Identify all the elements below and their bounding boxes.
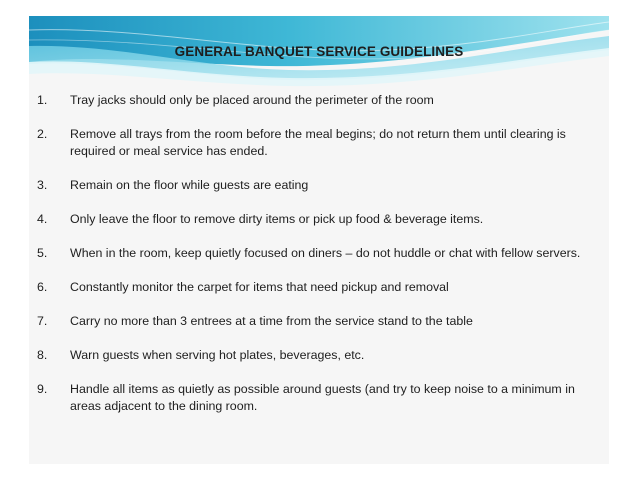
list-item	[37, 381, 597, 415]
list-item	[37, 347, 597, 364]
list-item	[37, 313, 597, 330]
list-item-text: Tray jacks should only be placed around the perimeter of the room	[70, 93, 434, 107]
list-item	[37, 126, 597, 160]
list-item-text: When in the room, keep quietly focused on diners – do not huddle or chat with fellow servers.	[70, 246, 581, 260]
list-item-number: 8.	[37, 348, 48, 362]
list-item-number: 4.	[37, 212, 48, 226]
list-item-text: Remain on the floor while guests are eating	[70, 178, 309, 192]
list-item-text: Only leave the floor to remove dirty items or pick up food & beverage items.	[70, 212, 484, 226]
list-item-number: 9.	[37, 382, 48, 396]
slide	[29, 16, 609, 464]
list-item	[37, 245, 597, 262]
list-item-text: Warn guests when serving hot plates, beverages, etc.	[70, 348, 365, 362]
list-item-text: Handle all items as quietly as possible around guests (and try to keep noise to a minimum in areas adjacent to the dining room.	[70, 382, 575, 413]
list-item-text: Remove all trays from the room before the meal begins; do not return them until clearing is required or meal service has ended.	[70, 127, 566, 158]
list-item-number: 3.	[37, 178, 48, 192]
list-item	[37, 92, 597, 109]
list-item-number: 2.	[37, 127, 48, 141]
list-item-text: Constantly monitor the carpet for items that need pickup and removal	[70, 280, 449, 294]
list-item-number: 7.	[37, 314, 48, 328]
list-item	[37, 279, 597, 296]
list-item-number: 5.	[37, 246, 48, 260]
list-item-number: 6.	[37, 280, 48, 294]
list-item	[37, 177, 597, 194]
guidelines-list	[37, 92, 597, 432]
list-item-number: 1.	[37, 93, 48, 107]
list-item	[37, 211, 597, 228]
list-item-text: Carry no more than 3 entrees at a time from the service stand to the table	[70, 314, 473, 328]
page-title: GENERAL BANQUET SERVICE GUIDELINES	[174, 44, 464, 59]
